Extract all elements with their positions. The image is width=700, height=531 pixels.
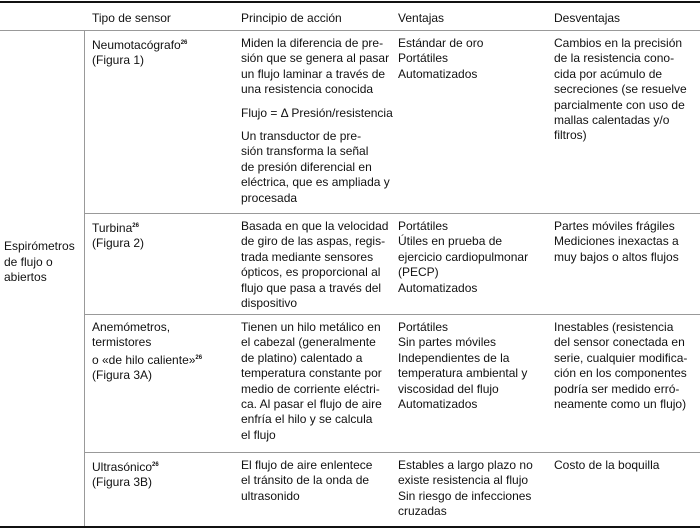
disadvantages-cell: Costo de la boquilla [554,458,660,472]
principle-cell: El flujo de aire enlentece el tránsito de la onda de ultrasonido [241,458,373,503]
principle-cell: Tienen un hilo metálico en el cabezal (generalmente de platino) calentado a temperatura constante por medio de corriente eléctri- ca. Al pasar el flujo de aire enfría el hilo y se calcula el flujo [241,320,382,442]
figure-ref: (Figura 3A) [92,368,153,383]
figure-ref: (Figura 2) [92,236,145,251]
sensor-name: Ultrasónico [92,460,153,474]
disadvantages-cell: Inestables (resistencia del sensor conectada en serie, cualquier modifica- ción en los componentes podría ser medido erró- neamente como un flujo) [554,320,688,412]
principle-text: Un transductor de pre- sión transforma la señal de presión diferencial en eléctrica, que es ampliada y procesada [241,129,390,205]
disadvantages-cell: Cambios en la precisión de la resistencia cono- cida por acúmulo de secreciones (se resuelve parcialmente con uso de mallas calentadas y/o filtros) [554,36,687,143]
group-label: Espirómetros de flujo o abiertos [4,239,75,284]
principle-text: Miden la diferencia de pre- sión que se genera al pasar un flujo laminar a través de una resistencia conocida [241,36,390,97]
sensor-name: Anemómetros, termistores o «de hilo caliente» [92,320,196,367]
header-disadvantages: Desventajas [554,11,621,25]
figure-ref: (Figura 3B) [92,475,153,490]
reference: 26 [152,462,159,468]
principle-cell: Basada en que la velocidad de giro de las aspas, regis- trada mediante sensores ópticos, es proporcional al flujo que pasa a través del dispositivo [241,219,389,311]
sensor-cell [92,36,187,69]
advantages-cell: Estándar de oro Portátiles Automatizados [398,36,484,81]
advantages-cell: Portátiles Sin partes móviles Independientes de la temperatura ambiental y viscosidad del flujo Automatizados [398,320,528,412]
reference: 26 [195,354,203,361]
table-row [85,453,700,526]
disadvantages-cell: Partes móviles frágiles Mediciones inexactas a muy bajos o altos flujos [554,219,679,264]
bottom-rule [0,526,700,528]
sensor-cell [92,458,159,491]
header-sensor-type: Tipo de sensor [92,11,171,25]
group-cell [0,31,85,526]
sensor-name: Neumotacógrafo [92,38,181,52]
table-row [85,214,700,315]
header-principle: Principio de acción [241,11,342,25]
sensor-cell [92,320,202,384]
principle-cell [241,36,393,214]
reference: 26 [180,40,188,46]
table-row [85,315,700,453]
sensor-name: Turbina [92,221,133,235]
header-advantages: Ventajas [398,11,445,25]
figure-ref: (Figura 1) [92,53,145,68]
table-header [0,3,700,31]
formula: Flujo = Δ Presión/resistencia [241,105,393,120]
sensor-cell [92,219,144,252]
table-row [85,31,700,214]
advantages-cell: Estables a largo plazo no existe resistencia al flujo Sin riesgo de infecciones cruzadas [398,458,533,519]
reference: 26 [132,223,139,229]
advantages-cell: Portátiles Útiles en prueba de ejercicio cardiopulmonar (PECP) Automatizados [398,219,529,295]
